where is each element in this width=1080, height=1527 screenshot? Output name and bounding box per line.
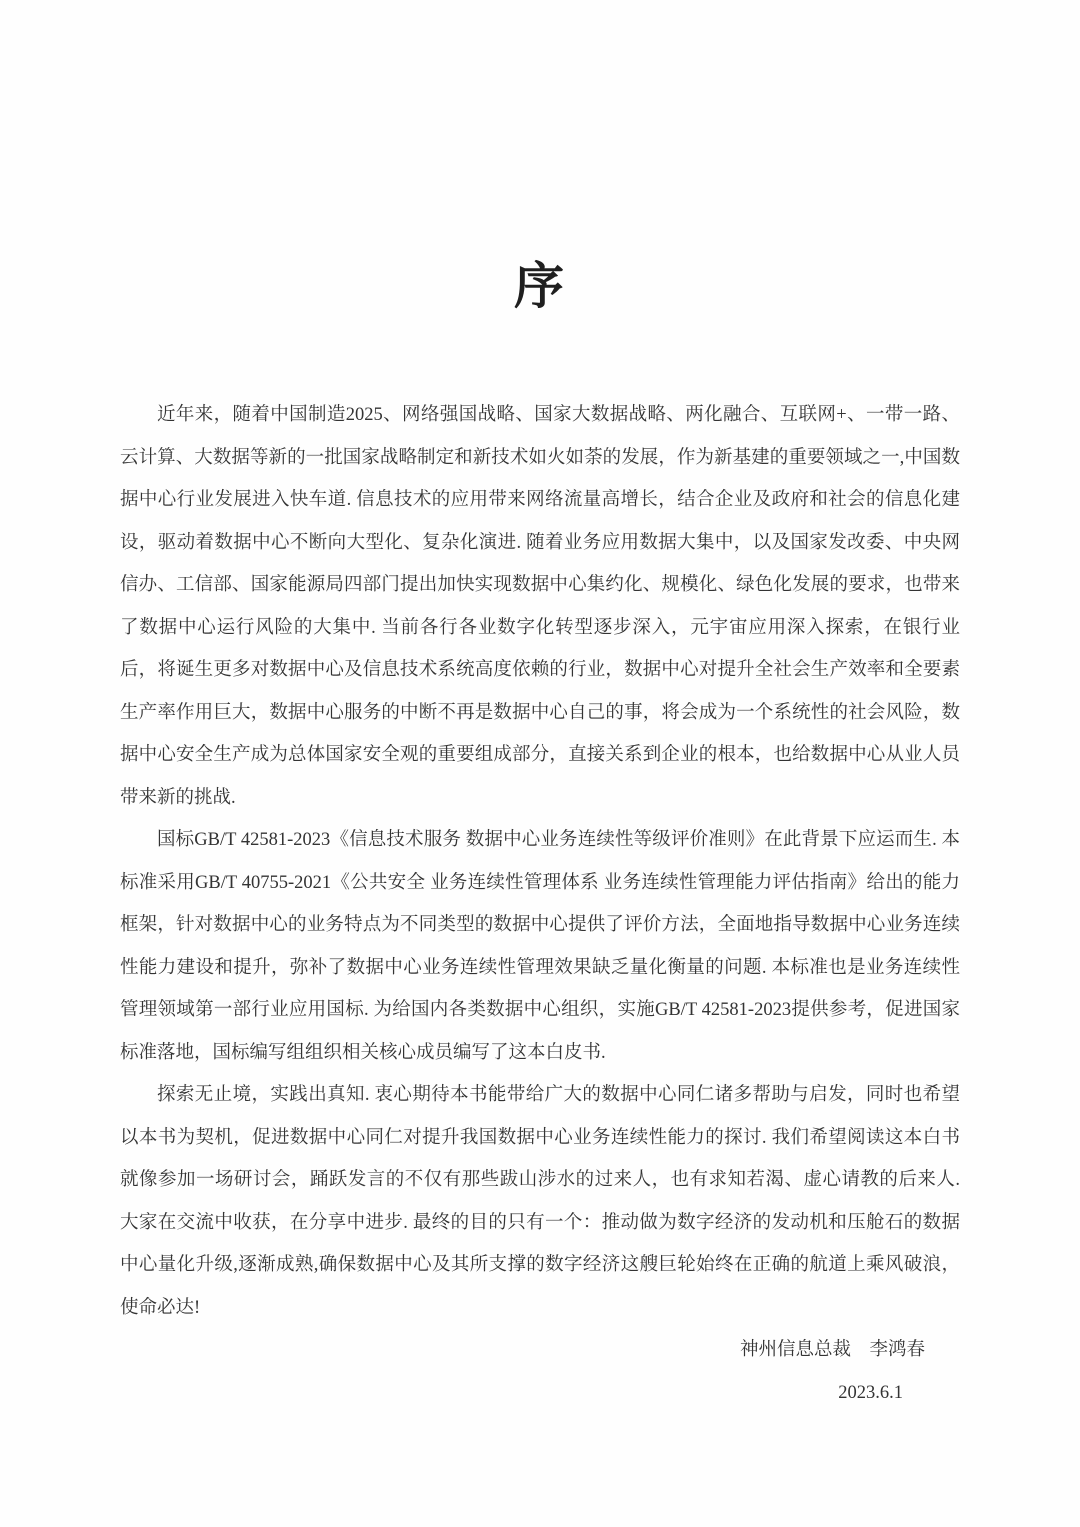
preface-paragraph-2: 国标GB/T 42581-2023《信息技术服务 数据中心业务连续性等级评价准则》在此背景下应运而生. 本标准采用GB/T 40755-2021《公共安全 业务连续性管理体系 业务连续性管理能力评估指南》给出的能力框架，针对数据中心的业务特点为不同类型的数据中心提供了评价方法，全面地指导数据中心业务连续性能力建设和提升，弥补了数据中心业务连续性管理效果缺乏量化衡量的问题. 本标准也是业务连续性管理领域第一部行业应用国标. 为给国内各类数据中心组织，实施GB/T 42581-2023提供参考，促进国家标准落地，国标编写组组织相关核心成员编写了这本白皮书. xyxy=(120,830,960,1063)
preface-body xyxy=(120,394,960,1329)
author-signature: 神州信息总裁 李鸿春 xyxy=(739,1340,925,1360)
signoff-date: 2023.6.1 xyxy=(838,1382,903,1403)
signoff-block xyxy=(120,1329,960,1414)
preface-paragraph-3: 探索无止境，实践出真知. 衷心期待本书能带给广大的数据中心同仁诸多帮助与启发，同时也希望以本书为契机，促进数据中心同仁对提升我国数据中心业务连续性能力的探讨. 我们希望阅读这本白书就像参加一场研讨会，踊跃发言的不仅有那些跋山涉水的过来人，也有求知若渴、虚心请教的后来人. 大家在交流中收获，在分享中进步. 最终的目的只有一个：推动做为数字经济的发动机和压舱石的数据中心量化升级,逐渐成熟,确保数据中心及其所支撑的数字经济这艘巨轮始终在正确的航道上乘风破浪，使命必达! xyxy=(120,1085,960,1318)
page-title: 序 xyxy=(514,258,566,314)
preface-paragraph-1: 近年来，随着中国制造2025、网络强国战略、国家大数据战略、两化融合、互联网+、一带一路、云计算、大数据等新的一批国家战略制定和新技术如火如荼的发展，作为新基建的重要领域之一,中国数据中心行业发展进入快车道. 信息技术的应用带来网络流量高增长，结合企业及政府和社会的信息化建设，驱动着数据中心不断向大型化、复杂化演进. 随着业务应用数据大集中，以及国家发改委、中央网信办、工信部、国家能源局四部门提出加快实现数据中心集约化、规模化、绿色化发展的要求，也带来了数据中心运行风险的大集中. 当前各行各业数字化转型逐步深入，元宇宙应用深入探索，在银行业后，将诞生更多对数据中心及信息技术系统高度依赖的行业，数据中心对提升全社会生产效率和全要素生产率作用巨大，数据中心服务的中断不再是数据中心自己的事，将会成为一个系统性的社会风险，数据中心安全生产成为总体国家安全观的重要组成部分，直接关系到企业的根本，也给数据中心从业人员带来新的挑战. xyxy=(120,405,960,808)
